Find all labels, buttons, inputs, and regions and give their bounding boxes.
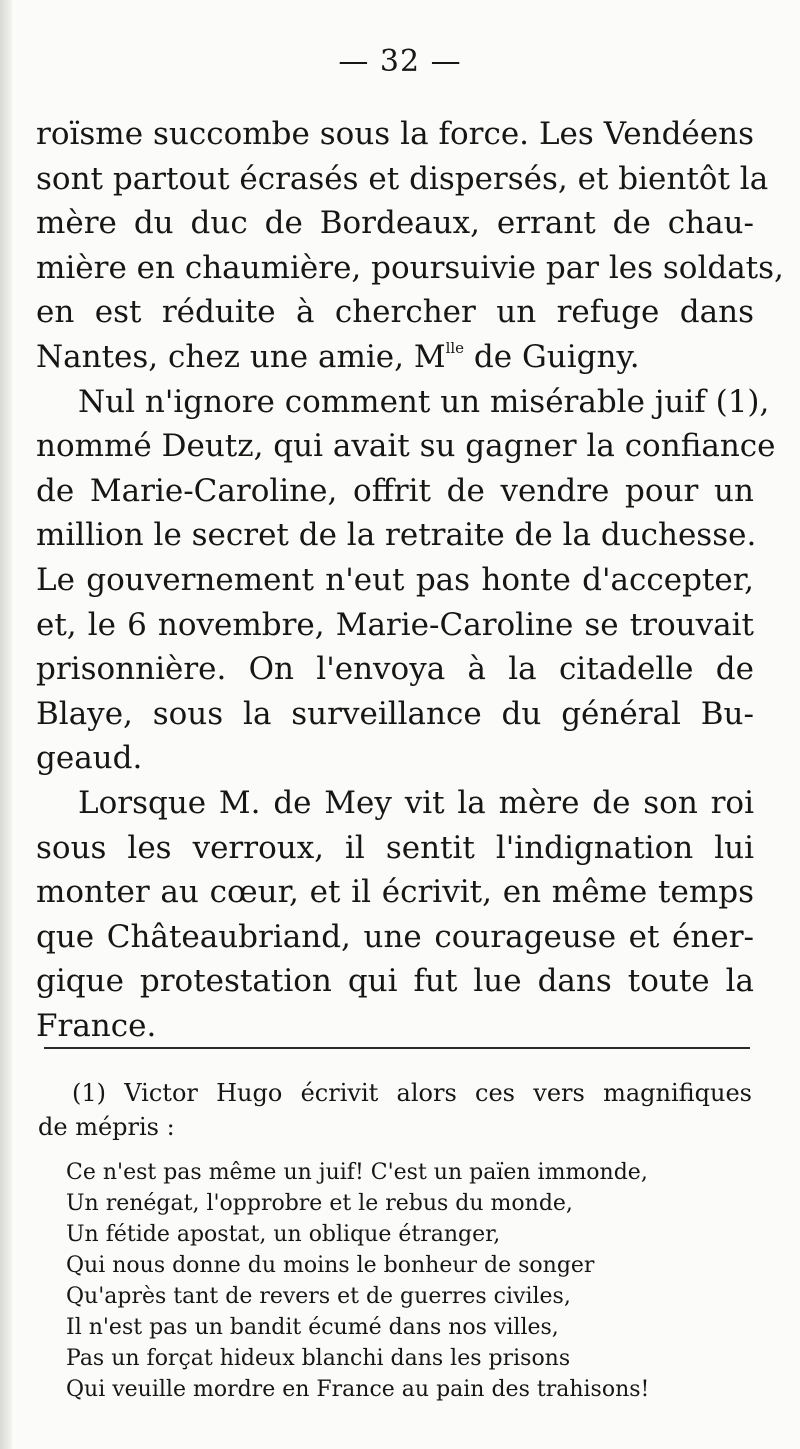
verse-line: Qui veuille mordre en France au pain des trahisons! (66, 1377, 650, 1402)
superscript-lle: lle (445, 338, 465, 357)
body-line: million le secret de la retraite de la duchesse. (36, 517, 757, 554)
page-number: — 32 — (338, 44, 462, 79)
page-gutter (0, 0, 12, 1449)
body-line: sont partout écrasés et dispersés, et bientôt la (36, 160, 769, 197)
body-line: prisonnière. On l'envoya à la citadelle de (36, 651, 754, 688)
verse-line: Un fétide apostat, un oblique étranger, (66, 1222, 501, 1247)
verse-line: Qui nous donne du moins le bonheur de songer (66, 1253, 595, 1278)
body-line: geaud. (36, 740, 143, 777)
verse-line: Il n'est pas un bandit écumé dans nos villes, (66, 1315, 559, 1340)
body-line (36, 335, 754, 380)
body-text (36, 112, 784, 1048)
body-line: nommé Deutz, qui avait su gagner la confiance (36, 428, 776, 465)
verse-line: Qu'après tant de revers et de guerres civiles, (66, 1284, 571, 1309)
body-line: monter au cœur, et il écrivit, en même temps (36, 874, 754, 911)
body-line: en est réduite à chercher un refuge dans (36, 294, 754, 331)
body-line: sous les verroux, il sentit l'indignation lui (36, 829, 754, 866)
body-line: Lorsque M. de Mey vit la mère de son roi (78, 784, 754, 821)
body-line: gique protestation qui fut lue dans toute la (36, 963, 754, 1000)
body-line: France. (36, 1007, 157, 1044)
verse-line: Un renégat, l'opprobre et le rebus du monde, (66, 1191, 573, 1216)
body-line: roïsme succombe sous la force. Les Vendéens (36, 116, 754, 152)
body-line: Blaye, sous la surveillance du général Bu- (36, 695, 754, 732)
body-line-text: Nantes, chez une amie, M (36, 338, 446, 375)
footnote-verse (66, 1157, 766, 1405)
body-line: Nul n'ignore comment un misérable juif (1), (78, 383, 770, 420)
footnote-rule (44, 1047, 750, 1049)
body-line: que Châteaubriand, une courageuse et éner- (36, 918, 754, 955)
body-line: de Marie-Caroline, offrit de vendre pour un (36, 472, 754, 509)
body-line: mière en chaumière, poursuivie par les soldats, (36, 249, 784, 286)
verse-line: Ce n'est pas même un juif! C'est un païen immonde, (66, 1160, 648, 1185)
body-line: mère du duc de Bordeaux, errant de chau- (36, 205, 754, 242)
body-line: et, le 6 novembre, Marie-Caroline se trouvait (36, 606, 754, 643)
footnote (38, 1076, 752, 1144)
verse-line: Pas un forçat hideux blanchi dans les prisons (66, 1346, 571, 1371)
body-line-text: de Guigny. (464, 338, 640, 375)
body-line: Le gouvernement n'eut pas honte d'accepter, (36, 561, 754, 598)
footnote-line: de mépris : (38, 1113, 175, 1141)
footnote-line: (1) Victor Hugo écrivit alors ces vers magnifiques (72, 1079, 752, 1107)
